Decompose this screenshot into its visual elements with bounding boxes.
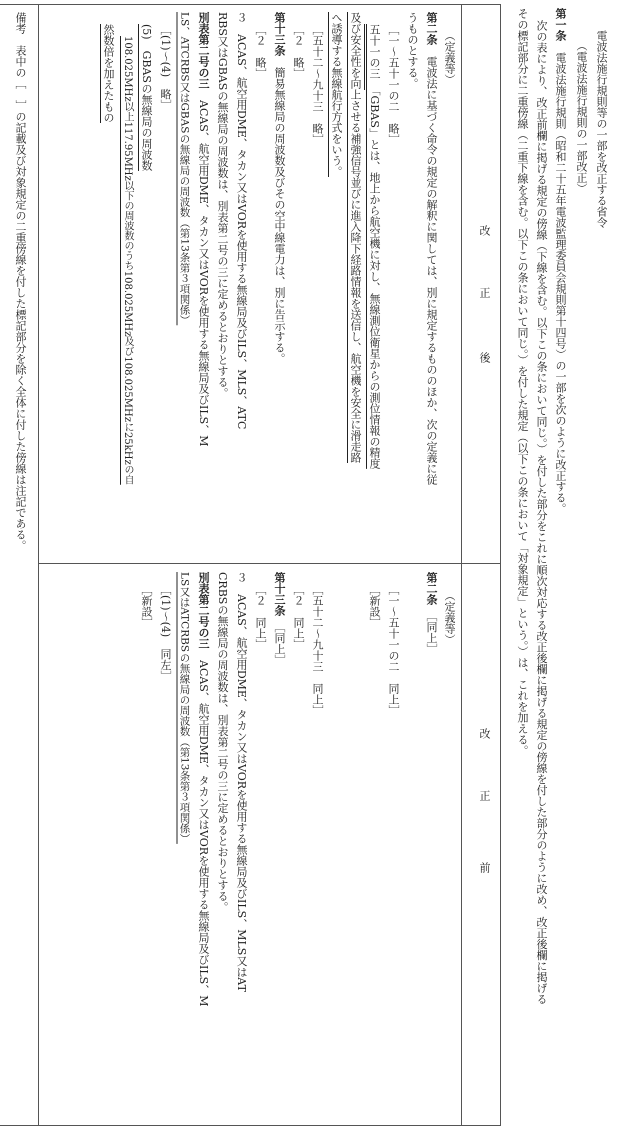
- after-line-15: LS、ATCRBS又はGBASの無線局の周波数（第13条第３項関係）: [178, 12, 191, 326]
- after-line-10: [274, 12, 285, 364]
- table-note: 備考 表中の［ ］の記載及び対象規定の二重傍線を付した標記部分を除く全体に付した傍線は注記である。: [14, 12, 27, 551]
- after-line-1: （定義等）: [443, 30, 456, 85]
- after-header-1: 改: [478, 225, 491, 236]
- before-line-4: ［一〜五十一の二 同上］: [387, 584, 400, 716]
- table-column-divider: [38, 563, 501, 564]
- before-line-5: ［新設］: [368, 584, 381, 628]
- after-line-16: ［(1)〜(4) 略］: [159, 24, 172, 111]
- before-table-label: 別表第二号の三: [197, 572, 210, 649]
- after-line-17: (5) GBASの無線局の周波数: [140, 24, 153, 171]
- before-header-2: 正: [478, 790, 491, 801]
- paragraph-one-a: 次の表により、改正前欄に掲げる規定の傍線（下線を含む。以下この条において同じ。）を付した部分をこれに順次対応する改正後欄に掲げる規定の傍線を付した部分のように改め、改正後欄に掲げる: [535, 20, 548, 1005]
- after-line-11: ［２ 略］: [254, 24, 267, 79]
- before-article-2-text: ［同上］: [425, 616, 438, 655]
- after-line-14: [198, 12, 209, 446]
- after-line-2: [426, 12, 437, 485]
- after-table-text: ACAS、航空用DME、タカン又はVORを使用する無線局及びILS、M: [197, 100, 210, 447]
- after-article-13-label: 第十三条: [273, 12, 286, 56]
- after-line-6: 及び安全性を向上させる補強信号並びに進入降下経路情報を送信し、航空機を安全に滑走路: [349, 12, 362, 463]
- before-line-1: （定義等）: [443, 590, 456, 645]
- before-article-2-label: 第二条: [425, 572, 438, 605]
- after-line-3: うものとする。: [406, 12, 419, 89]
- document-subtitle: （電波法施行規則の一部改正）: [575, 40, 588, 194]
- before-line-15: LS又はATCRBSの無線局の周波数（第13条第３項関係）: [178, 572, 191, 844]
- before-header-3: 前: [478, 862, 491, 873]
- after-item-51-3-text: 「GBAS」とは、地上から航空機に対し、無線測位衛星からの測位情報の精度: [368, 90, 381, 469]
- article-one: [555, 8, 566, 514]
- after-line-18: 108.025MHz以上117.95MHz以下の周波数のうち108.025MHz及び108.025MHzに25kHzの自: [122, 36, 133, 485]
- before-article-13-label: 第十三条: [273, 572, 286, 616]
- before-line-13: CRBSの無線局の周波数は、別表第二号の三に定めるとおりとする。: [216, 572, 229, 913]
- after-item-51-3-label: 五十一の三: [368, 24, 381, 90]
- after-article-2-label: 第二条: [425, 12, 438, 45]
- after-line-19: 然数倍を加えたもの: [102, 24, 115, 123]
- after-article-2-text: 電波法に基づく命令の規定の解釈に関しては、別に規定するもののほか、次の定義に従: [425, 56, 438, 485]
- after-table-label: 別表第二号の三: [197, 12, 210, 89]
- before-line-14: [198, 572, 209, 1006]
- table-right-border: [500, 4, 501, 1126]
- before-line-12: ３ ACAS、航空用DME、タカン又はVORを使用する無線局及びILS、MLS又はAT: [235, 572, 248, 992]
- after-line-5: [369, 24, 380, 469]
- before-article-13-text: ［同上］: [273, 627, 286, 666]
- after-header-3: 後: [478, 352, 491, 363]
- after-line-4: ［一〜五十一の二 略］: [387, 24, 400, 145]
- after-line-12: ３ ACAS、航空用DME、タカン又はVORを使用する無線局及びILS、MLS、ATC: [235, 12, 248, 430]
- before-line-2: [426, 572, 437, 655]
- before-line-9: ［２ 同上］: [292, 584, 305, 650]
- after-line-7: へ誘導する無線航行方式をいう。: [330, 12, 343, 177]
- after-header-2: 正: [478, 287, 491, 298]
- before-line-11: ［２ 同上］: [254, 584, 267, 650]
- before-line-16: ［(1)〜(4) 同左］: [159, 584, 172, 682]
- after-line-9: ［２ 略］: [292, 24, 305, 79]
- article-one-label: 第一条: [554, 8, 567, 41]
- table-note-divider: [38, 4, 39, 1126]
- before-table-text: ACAS、航空用DME、タカン又はVORを使用する無線局及びILS、M: [197, 660, 210, 1007]
- before-line-17: ［新設］: [140, 584, 153, 628]
- paragraph-one-b: その標記部分に二重傍線（二重下線を含む。以下この条において同じ。）を付した規定（以下この条において「対象規定」という。）は、これを加える。: [516, 8, 529, 756]
- table-top-border: [0, 4, 500, 5]
- document-title: 電波法施行規則等の一部を改正する省令: [595, 30, 608, 228]
- after-article-13-text: 簡易無線局の周波数及びその空中線電力は、別に告示する。: [273, 67, 286, 364]
- table-bottom-border: [0, 1125, 500, 1126]
- before-line-10: [274, 572, 285, 666]
- before-line-8: ［五十二〜九十三 同上］: [311, 584, 324, 716]
- before-header-1: 改: [478, 728, 491, 739]
- article-one-text: 電波法施行規則（昭和二十五年電波監理委員会規則第十四号）の一部を次のように改正する。: [554, 52, 567, 514]
- after-line-13: RBS又はGBASの無線局の周波数は、別表第二号の三に定めるとおりとする。: [216, 12, 229, 399]
- after-line-8: ［五十二〜九十三 略］: [311, 24, 324, 145]
- table-header-divider: [461, 4, 462, 1126]
